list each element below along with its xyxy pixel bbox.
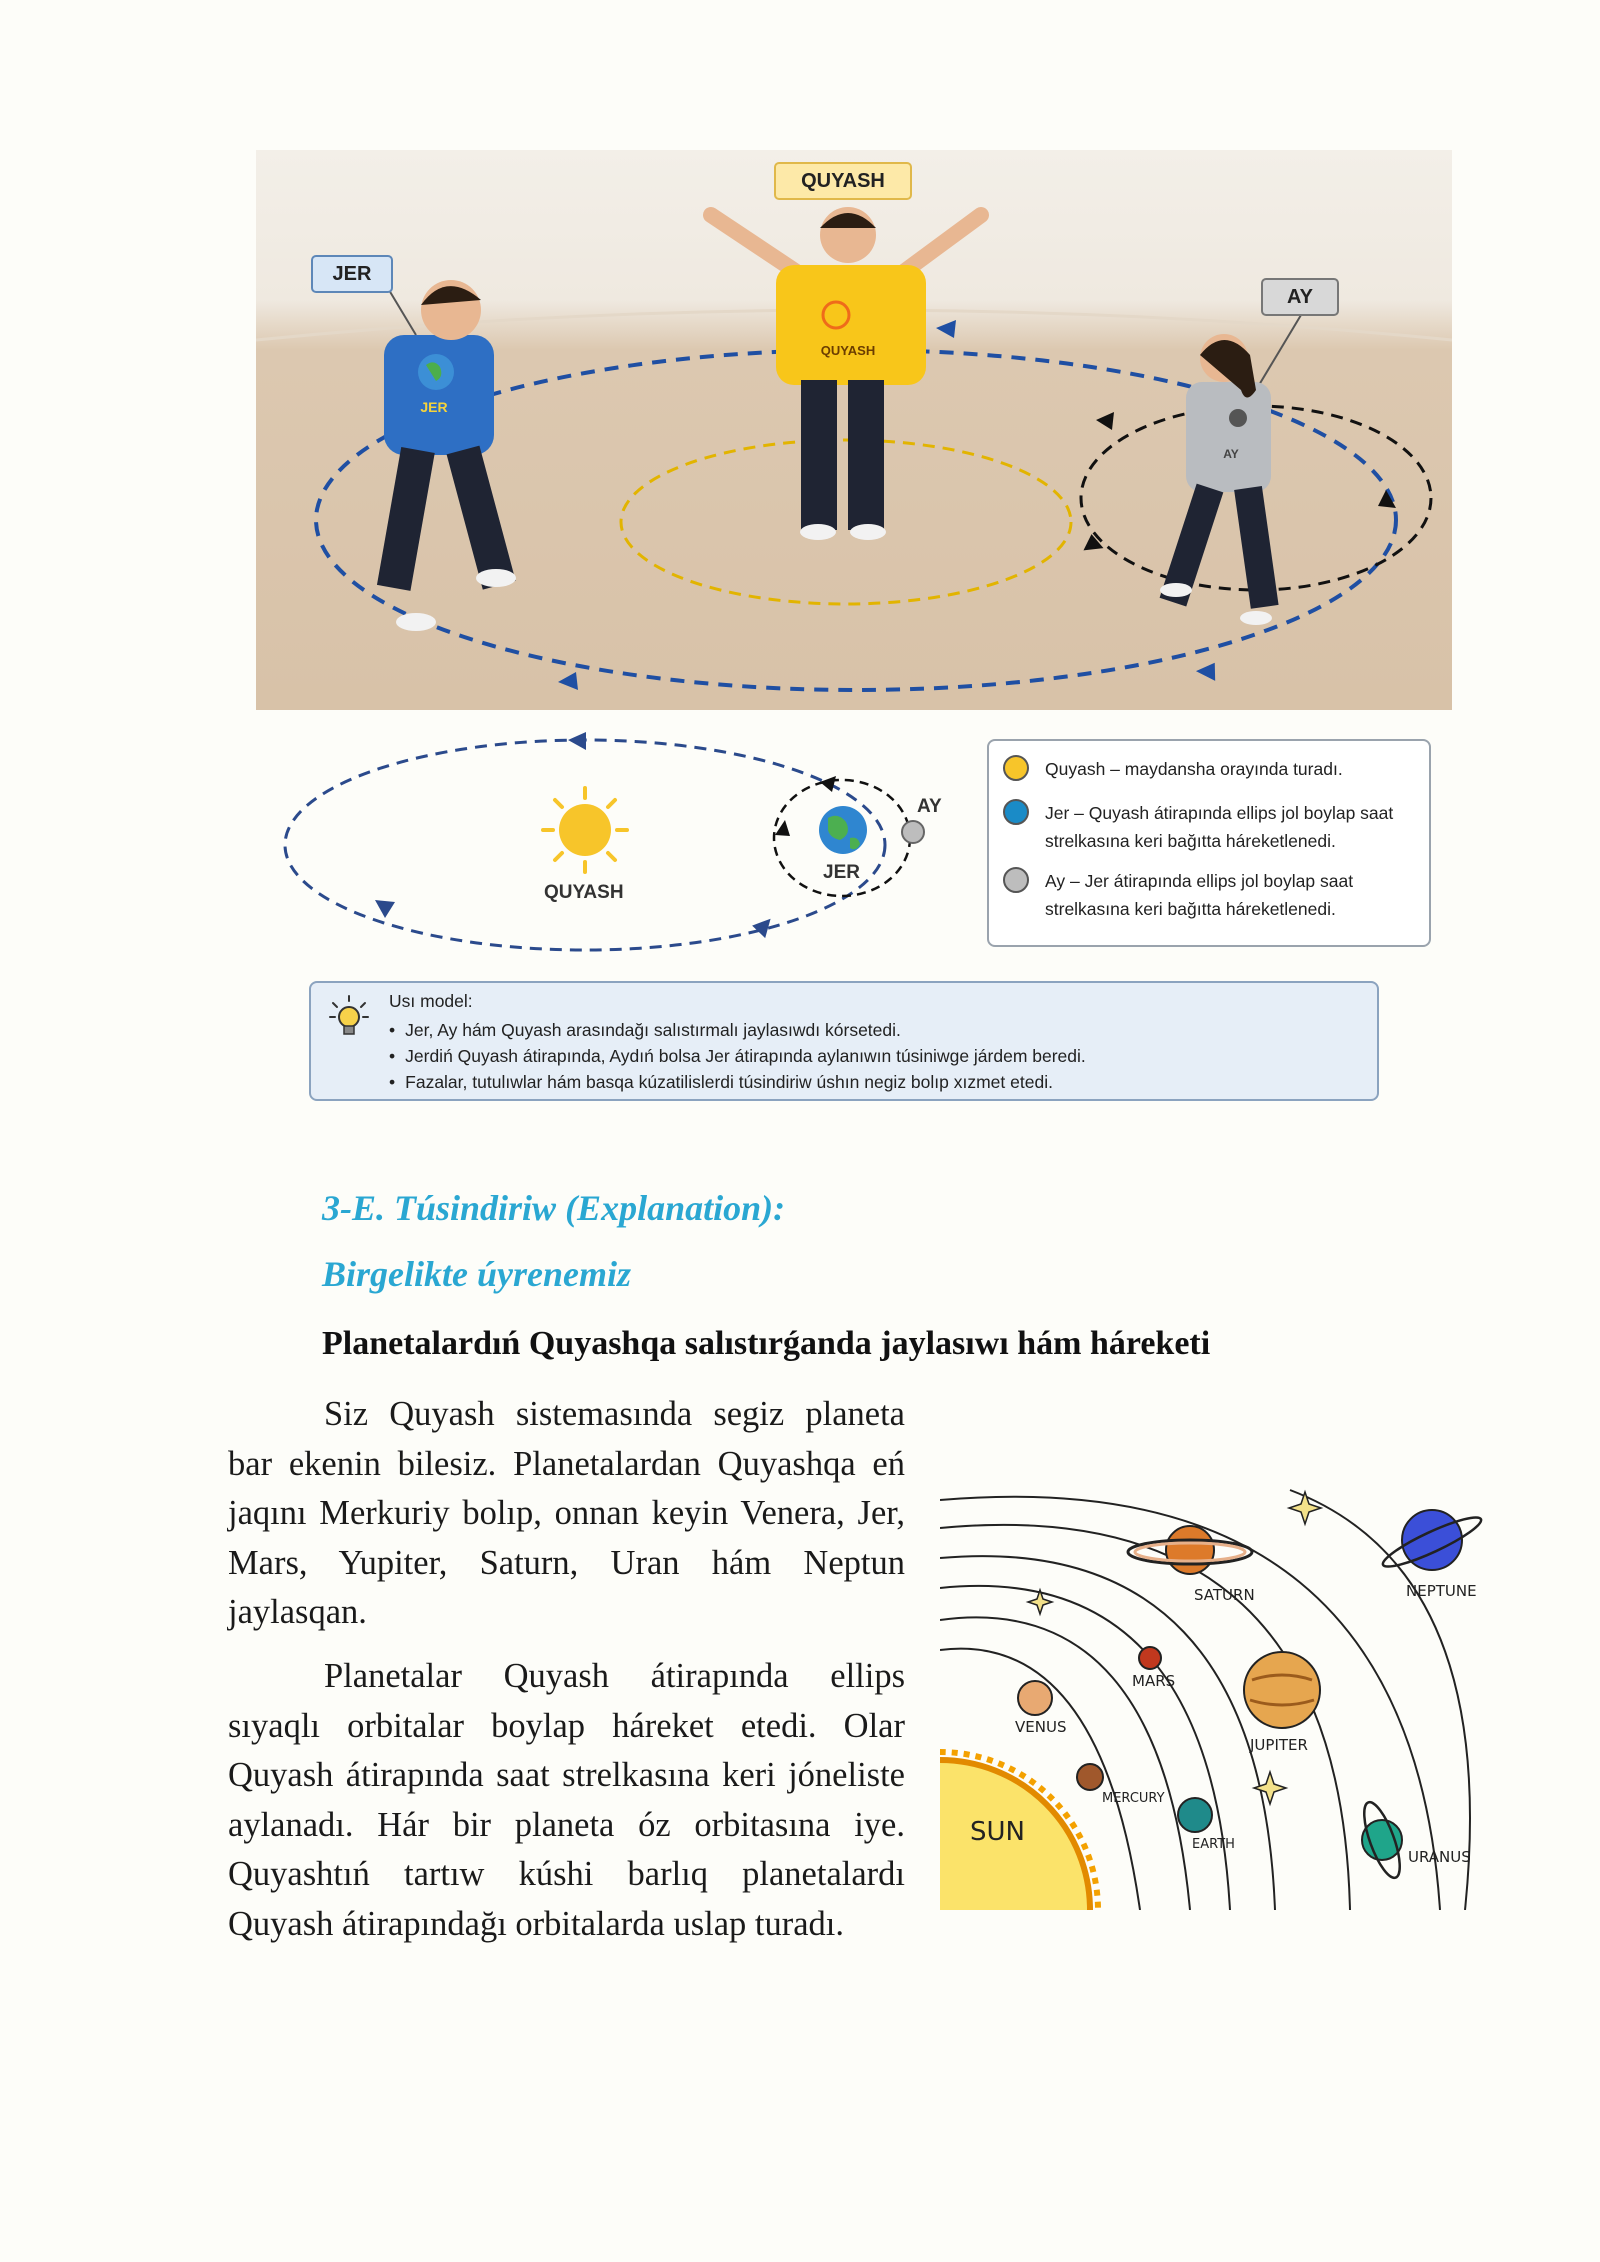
legend-box bbox=[987, 739, 1431, 947]
saturn-icon bbox=[1128, 1526, 1252, 1574]
orbit-schematic bbox=[280, 720, 960, 960]
orbit-arrow bbox=[1195, 661, 1216, 681]
sun-icon bbox=[543, 788, 627, 872]
role-play-scene bbox=[256, 150, 1452, 710]
sun-label: SUN bbox=[970, 1817, 1025, 1847]
venus-icon bbox=[1018, 1681, 1052, 1715]
moon-shirt-text: AY bbox=[1223, 447, 1239, 461]
schema-sun-label: QUYASH bbox=[544, 882, 624, 903]
orbit-arrow bbox=[750, 916, 770, 939]
venus-label: VENUS bbox=[1015, 1718, 1067, 1736]
moon-child-figure bbox=[1160, 334, 1279, 625]
yellow-dot-icon bbox=[1003, 755, 1029, 781]
schema-earth-label: JER bbox=[823, 862, 860, 883]
earth-tag: JER bbox=[311, 255, 393, 293]
earth-icon bbox=[819, 806, 867, 854]
moon-orbit-arrow bbox=[1096, 412, 1114, 430]
sun-path bbox=[621, 440, 1071, 604]
mars-icon bbox=[1139, 1647, 1161, 1669]
legend-text: Jer – Quyash átirapında ellips jol boylap saat strelkasına keri bağıtta háreketlenedi. bbox=[1045, 803, 1394, 851]
moon-icon bbox=[902, 821, 924, 843]
lightbulb-icon bbox=[329, 995, 369, 1039]
jupiter-label: JUPITER bbox=[1250, 1736, 1308, 1754]
legend-item-earth bbox=[1003, 799, 1421, 855]
mars-label: MARS bbox=[1132, 1672, 1176, 1690]
saturn-label: SATURN bbox=[1194, 1586, 1255, 1604]
earth-child-figure bbox=[377, 280, 516, 631]
sun-tag: QUYASH bbox=[774, 162, 912, 200]
orbit-arrow bbox=[568, 732, 586, 750]
list-item: • Jerdiń Quyash átirapında, Aydıń bolsa Jer átirapında aylanıwın túsiniwge járdem beredi. bbox=[389, 1043, 1086, 1069]
mercury-icon bbox=[1077, 1764, 1103, 1790]
legend-item-sun bbox=[1003, 755, 1421, 783]
paragraph: Siz Quyash sistemasında segiz planeta bar ekenin bilesiz. Planetalardan Quyashqa eń jaqını Merkuriy bolıp, onnan keyin Venera, Jer, Mars, Yupiter, Saturn, Uran hám Neptun jaylasqan. bbox=[228, 1395, 905, 1631]
legend-item-moon bbox=[1003, 867, 1421, 923]
schema-moon-label: AY bbox=[917, 796, 942, 817]
role-play-photo bbox=[256, 150, 1452, 710]
uranus-icon bbox=[1357, 1798, 1407, 1881]
sun-child-figure bbox=[711, 207, 981, 540]
model-info-box bbox=[309, 981, 1379, 1101]
blue-dot-icon bbox=[1003, 799, 1029, 825]
orbit-arrow bbox=[558, 672, 578, 690]
orbit-arrow bbox=[936, 320, 956, 338]
gray-dot-icon bbox=[1003, 867, 1029, 893]
orbit-arrow bbox=[375, 900, 395, 918]
section-title: Planetalardıń Quyashqa salıstırǵanda jaylasıwı hám háreketi bbox=[322, 1325, 1211, 1362]
jupiter-icon bbox=[1244, 1652, 1320, 1728]
neptune-icon bbox=[1379, 1510, 1485, 1574]
mercury-label: MERCURY bbox=[1102, 1791, 1165, 1806]
explanation-heading: 3-E. Túsindiriw (Explanation): bbox=[322, 1188, 786, 1228]
earth-label: EARTH bbox=[1192, 1837, 1235, 1852]
list-item: • Jer, Ay hám Quyash arasındağı salıstırmalı jaylasıwdı kórsetedi. bbox=[389, 1017, 1086, 1043]
legend-text: Ay – Jer átirapında ellips jol boylap saat strelkasına keri bağıtta háreketlenedi. bbox=[1045, 871, 1354, 919]
uranus-label: URANUS bbox=[1408, 1848, 1471, 1866]
neptune-label: NEPTUNE bbox=[1406, 1582, 1477, 1600]
earth-shirt-text: JER bbox=[420, 399, 448, 415]
model-list bbox=[389, 1017, 1086, 1095]
moon-orbit-arrow bbox=[820, 776, 836, 792]
earth-icon bbox=[1178, 1798, 1212, 1832]
learn-together-heading: Birgelikte úyrenemiz bbox=[322, 1254, 631, 1294]
moon-orbit-arrow bbox=[1083, 533, 1106, 556]
legend-text: Quyash – maydansha orayında turadı. bbox=[1045, 759, 1343, 779]
solar-system-illustration bbox=[940, 1480, 1500, 1910]
sun-shirt-text: QUYASH bbox=[820, 343, 876, 358]
model-title: Usı model: bbox=[389, 991, 473, 1011]
paragraph: Planetalar Quyash átirapında ellips sıyaqlı orbitalar boylap háreket etedi. Olar Quyash átirapında saat strelkasına keri jóneliste aylanadı. Hár bir planeta óz orbitasına iye. Quyashtıń tartıw kúshi barlıq planetalardı Quyash átirapındağı orbitalarda uslap turadı. bbox=[228, 1657, 905, 1943]
list-item: • Fazalar, tutulıwlar hám basqa kúzatilislerdi túsindiriw úshın negiz bolıp xızmet etedi. bbox=[389, 1069, 1086, 1095]
moon-tag: AY bbox=[1261, 278, 1339, 316]
